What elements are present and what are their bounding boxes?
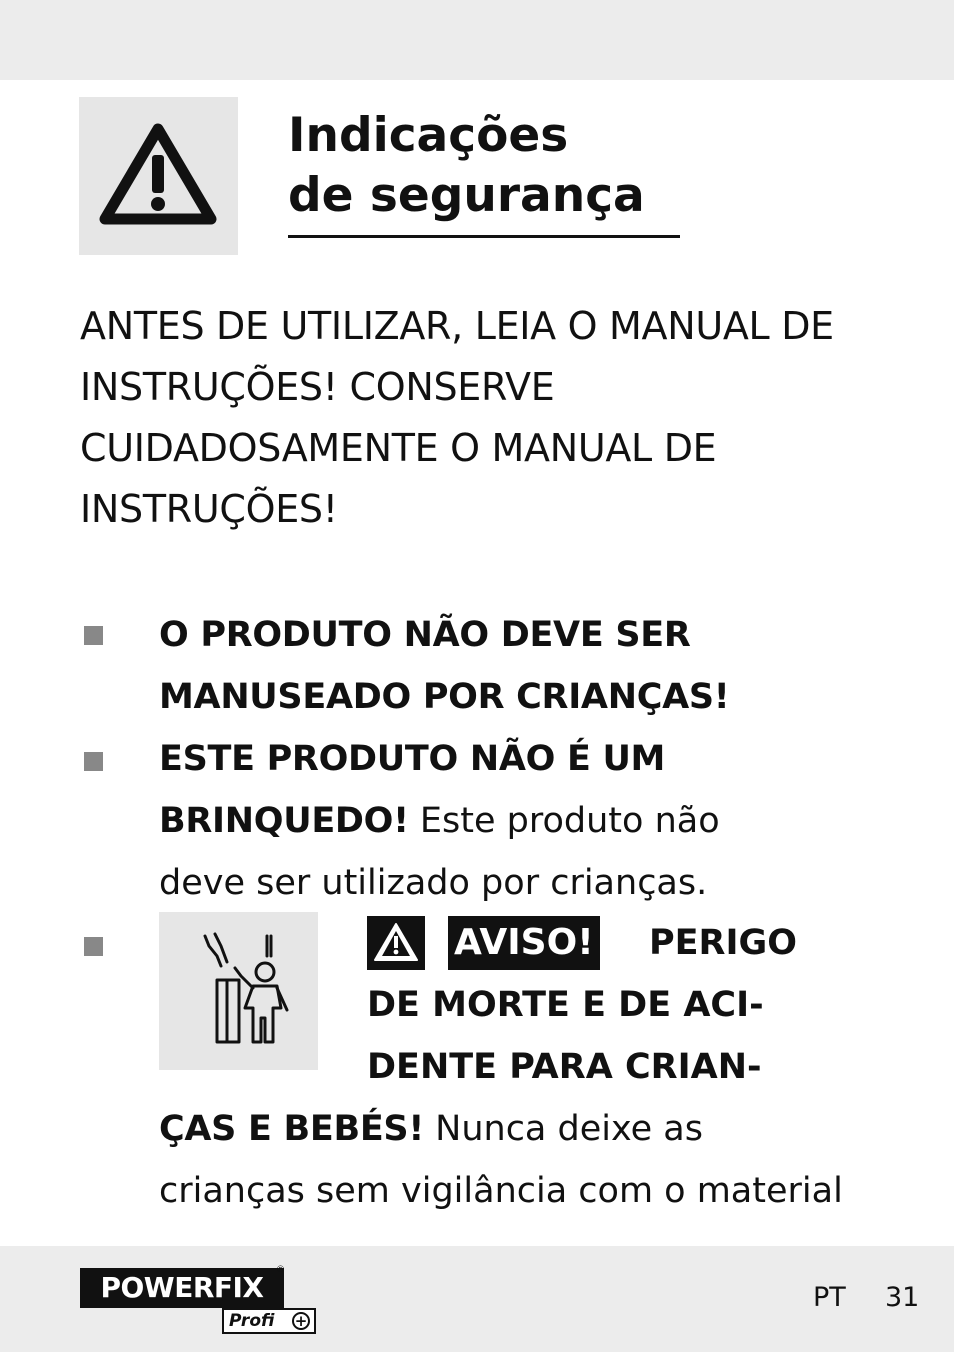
registered-mark: ®: [276, 1265, 285, 1275]
item-2-line-1: ESTE PRODUTO NÃO É UM: [159, 739, 666, 779]
safety-item-2: [159, 728, 720, 914]
warning-icon-box: [79, 97, 238, 255]
title-line-2: de segurança: [288, 168, 645, 223]
item-3-line-5: crianças sem vigilância com o material: [159, 1171, 843, 1211]
aviso-label: AVISO!: [448, 916, 600, 970]
danger-line-2: DENTE PARA CRIAN-: [367, 1047, 762, 1087]
bullet-marker: [84, 752, 103, 771]
plus-icon: +: [292, 1312, 310, 1330]
warning-triangle-icon: [373, 921, 419, 963]
warning-triangle-icon: [99, 121, 217, 225]
bullet-marker: [84, 626, 103, 645]
child-hazard-icon-box: [159, 912, 318, 1070]
brand-sub-label: [222, 1308, 316, 1334]
title-line-1: Indicações: [288, 108, 569, 163]
item-2-line-3: deve ser utilizado por crianças.: [159, 863, 708, 903]
intro-paragraph: ANTES DE UTILIZAR, LEIA O MANUAL DE INSTRUÇÕES! CONSERVE CUIDADOSAMENTE O MANUAL DE INSTRUÇÕES!: [80, 304, 834, 531]
item-3-line-4-bold: ÇAS E BEBÉS!: [159, 1109, 425, 1149]
child-hazard-icon: [187, 932, 291, 1052]
language-code: PT: [813, 1282, 846, 1313]
title-underline: [288, 235, 680, 238]
item-3-line-4-rest: Nunca deixe as: [424, 1109, 703, 1149]
safety-item-3-text: [159, 1098, 843, 1222]
brand-name: POWERFIX: [80, 1268, 284, 1308]
page-title: [288, 106, 645, 226]
safety-item-1: [159, 604, 729, 728]
top-band: [0, 0, 954, 80]
bullet-marker: [84, 937, 103, 956]
inline-warning-box: [367, 916, 425, 970]
item-1-line-1: O PRODUTO NÃO DEVE SER: [159, 615, 691, 655]
danger-line-1: DE MORTE E DE ACI-: [367, 985, 764, 1025]
brand-sub-text: Profi: [229, 1311, 275, 1331]
perigo-label: PERIGO: [649, 923, 798, 963]
item-2-line-2-bold: BRINQUEDO!: [159, 801, 409, 841]
item-2-line-2-rest: Este produto não: [408, 801, 720, 841]
page-number: 31: [885, 1282, 920, 1313]
danger-heading: [367, 974, 764, 1098]
item-1-line-2: MANUSEADO POR CRIANÇAS!: [159, 677, 730, 717]
brand-logo: [80, 1265, 308, 1331]
